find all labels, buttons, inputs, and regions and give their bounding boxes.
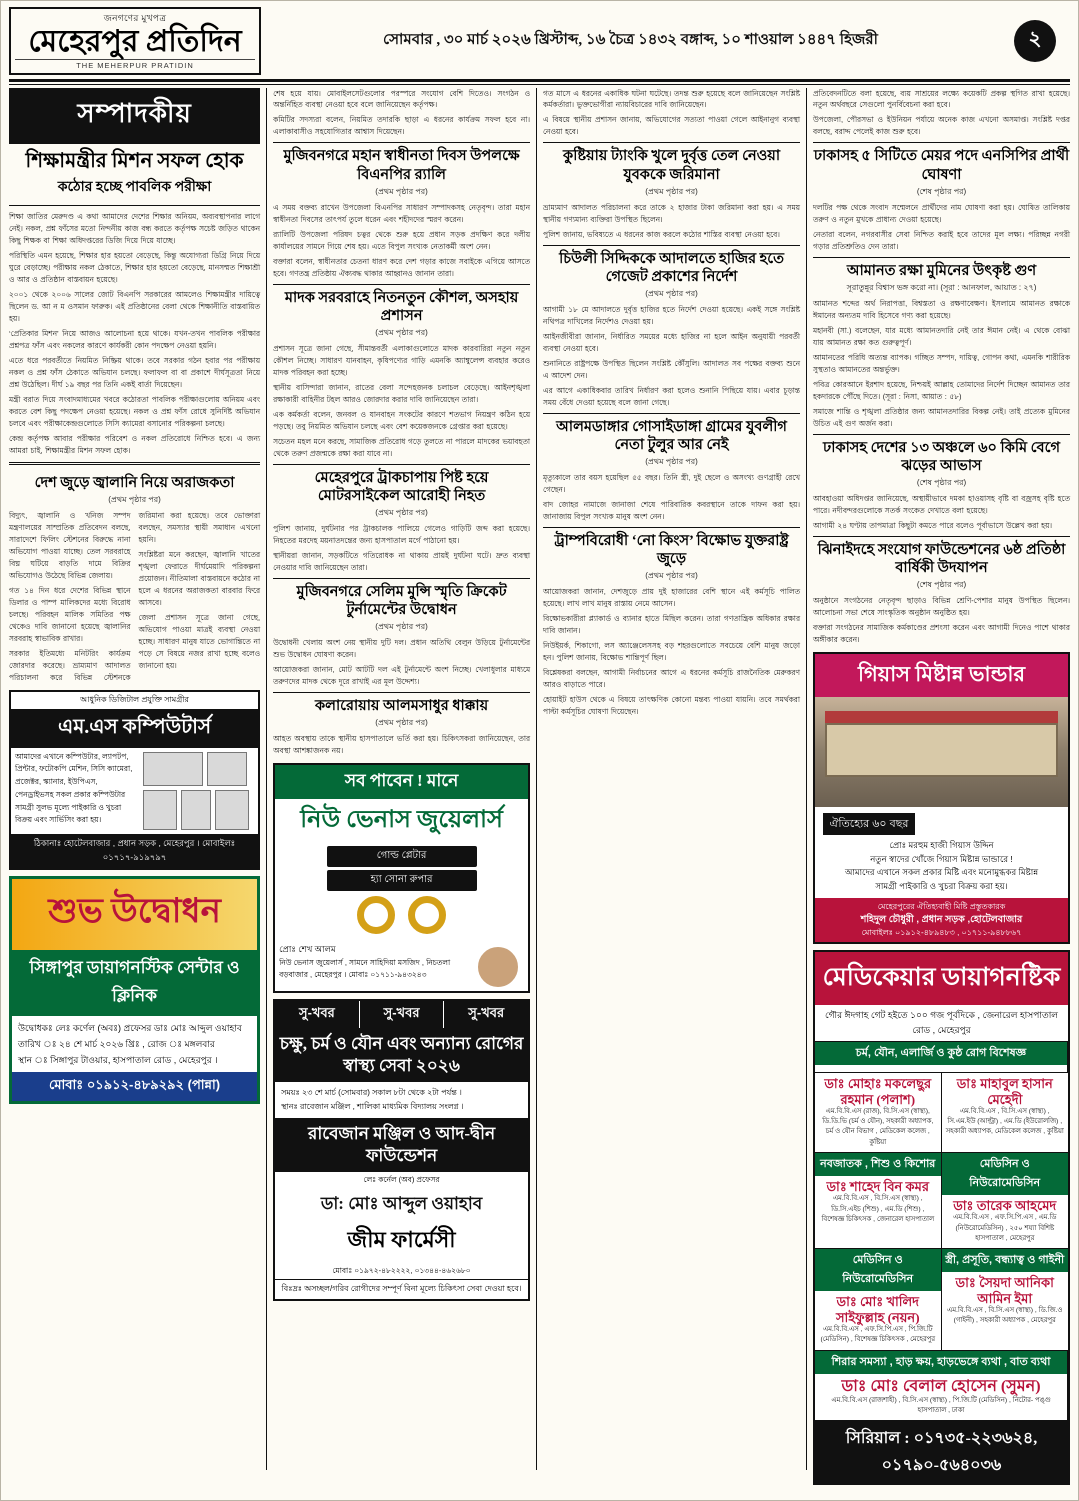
dept-category: স্ত্রী, প্রসূতি, বন্ধ্যাত্ব ও গাইনী <box>942 1249 1068 1272</box>
awning-graphic <box>825 711 1058 723</box>
ad-label-news-mid: সু-খবর <box>360 1001 445 1028</box>
printer-icon <box>207 752 247 786</box>
paragraph: মৃত্যুকালে তার বয়স হয়েছিল ৫৫ বছর। তিনি স্ত্রী, দুই ছেলে ও অসংখ্য গুণগ্রাহী রেখে গেছেন। <box>543 473 801 494</box>
column-rule <box>806 88 807 1470</box>
ad-tag-gold-silver: হ্যা সোনা রুপার <box>327 870 477 891</box>
paragraph: ২০০১ থেকে ২০০৬ সালের জোট বিএনপি সরকারের আমলেও শিক্ষামন্ত্রীর দায়িত্বে ছিলেন ড. আ ন ম ওসমান ফারুক। এই প্রতিষ্ঠানের বেলা থেকে শিক্ষানীতি বাস্তবায়িত হয়। <box>9 289 261 323</box>
paragraph: বক্তারা বলেন, স্বাধীনতার চেতনা ধারণ করে দেশ গড়ার কাজে সবাইকে এগিয়ে আসতে হবে। গণতন্ত্র প্রতিষ্ঠায় ঐক্যবদ্ধ থাকার আহ্বানও জানান তারা। <box>273 256 531 278</box>
ad-lines <box>815 839 1068 897</box>
paragraph: বিক্ষোভকারীরা প্ল্যাকার্ড ও ব্যানার হাতে মিছিল করেন। তারা গণতান্ত্রিক অধিকার রক্ষার দাবি জানান। <box>543 614 801 636</box>
article-body <box>813 202 1070 253</box>
logo-icon: ২ <box>1014 20 1056 62</box>
paragraph: আমানতের পরিধি অত্যন্ত ব্যাপক। গচ্ছিত সম্পদ, দায়িত্ব, গোপন কথা, এমনকি শারীরিক সুস্থতাও আমানতের অন্তর্ভুক্ত। <box>813 352 1070 374</box>
article-headline: দেশ জুড়ে জ্বালানি নিয়ে অরাজকতা <box>34 474 235 491</box>
masthead-title: মেহেরপুর প্রতিদিন <box>28 25 242 58</box>
paragraph: পরিস্থিতি এমন হয়েছে, শিক্ষার হার হয়তো বেড়েছে, কিন্তু অযোগ্যরা ডিগ্রি নিয়ে দিয়ে ঘুরে বেড়াচ্ছে। পরীক্ষায় নকল ঠেকাতে, শিক্ষার হার হয়তো বেড়েছে, মানসম্মত শিক্ষাশ্রী ও আর ও প্রতিষ্ঠান বাস্তবায়ন হয়েছে। <box>9 250 261 284</box>
ad-pharmacy-contact: মোবাঃ ০১৯৭২-৪৮২২২২, ০১৩৪৪-৪৬২৬৮০ <box>332 1265 471 1275</box>
paragraph: শিক্ষা জাতির মেরুদণ্ড এ কথা আমাদের দেশের শিক্ষার অনিয়ম, অব্যবস্থাপনার লাগে নেই। নকল, প্রশ্ন ফাঁসের মতো নিন্দনীয় কাজ বন্ধ করতে কর্তৃপক্ষ সচেষ্ট জড়িত থাকেন কিছু শিক্ষক বা শিক্ষা অধিদপ্তরের ডিজি দিয়ে দিয়ে যাচ্ছে। <box>9 212 261 245</box>
article-body <box>273 343 530 460</box>
paragraph: হোয়াইট হাউস থেকে এ বিষয়ে তাৎক্ষণিক কোনো মন্তব্য পাওয়া যায়নি। তবে সমর্থকরা পাল্টা কর্মসূচির ঘোষণা দিয়েছেন। <box>543 695 801 717</box>
ad-label-news-left: সু-খবর <box>275 1001 360 1028</box>
masthead-logo <box>1000 7 1070 75</box>
paragraph: আয়োজকরা জানান, দেশজুড়ে প্রায় দুই হাজারের বেশি স্থানে এই কর্মসূচি পালিত হয়েছে। লাখ লাখ মানুষ রাস্তায় নেমে আসেন। <box>543 587 801 609</box>
article-continued-note: (প্রথম পৃষ্ঠার পর) <box>645 571 698 581</box>
paragraph: শেষ হয়ে যায়। মোবাইলসেটগুলোর পরস্পরে সংযোগ বেশি দিতেও। সংগঠন ও অন্তর্নিহিত ব্যবস্থা নেওয়া হবে বলে জানিয়েছেন কর্তৃপক্ষ। <box>273 88 531 110</box>
paragraph: গত ১৪ দিন ধরে দেশের বিভিন্ন স্থানে ডিলার ও পাম্প মালিকদের মধ্যে বিরোধ চলছে। পরিবহন মালিক সমিতির পক্ষ থেকেও দাবি জানানো হয়েছে জ্বালানির সরবরাহ স্বাভাবিক রাখার। <box>9 585 131 643</box>
ad-title: মেডিকেয়ার ডায়াগনষ্টিক <box>815 952 1068 1005</box>
dept-category: মেডিসিন ও নিউরোমেডিসিন <box>815 1249 940 1291</box>
ad-headline: শুভ উদ্বোধন <box>12 879 257 950</box>
paragraph: এক কর্মকর্তা বলেন, জনবল ও যানবাহন সংকটের কারণে শতভাগ নিয়ন্ত্রণ কঠিন হয়ে পড়ছে। তবু নিয়মিত অভিযান চলছে এবং বেশ কয়েকজনকে গ্রেপ্তার করা হয়েছে। <box>273 409 531 431</box>
ad-heritage-badge: ঐতিহ্যের ৬০ বছর <box>823 813 915 835</box>
ad-kicker: আধুনিক ডিজিটাল প্রযুক্তি সামগ্রীর <box>80 694 189 704</box>
article-headline: ট্রাম্পবিরোধী ‘নো কিংস’ বিক্ষোভ যুক্তরাষ্ট্র জুড়ে <box>543 527 800 570</box>
dept-category: চর্ম, যৌন, এলার্জি ও কুষ্ঠ রোগ বিশেষজ্ঞ <box>815 1042 1067 1065</box>
ad-owner-address: নিউ ভেনাস জুয়েলার্স , সামনে সাহিদিয়া মসজিদ , নিচতলা বড়বাজার , মেহেরপুর । মোবাঃ ০১৭১১-৯৪৩২৪৩ <box>279 957 451 979</box>
editorial-body <box>9 211 260 457</box>
article-continued-note: (শেষ পৃষ্ঠার পর) <box>916 477 967 487</box>
divider <box>9 462 260 465</box>
ad-doctor-label: লেঃ কর্নেল (অব) প্রফেসর <box>363 1174 440 1184</box>
masthead-nameplate <box>9 7 261 75</box>
paragraph: স্থানীয় বাসিন্দারা জানান, রাতের বেলা সন্দেহজনক চলাচল বেড়েছে। আইনশৃঙ্খলা রক্ষাকারী বাহিনীর টহল আরও জোরদার করার দাবি জানিয়েছেন তারা। <box>273 382 531 404</box>
doctor-degrees: এম.বি.বি.এস (রাজ), বি.সি.এস (স্বাস্থ্য), ডি.ডি.ভি (চর্ম ও যৌন), সহকারী অধ্যাপক, চর্ম ও যৌন বিভাগ , মেডিকেল কলেজ , কুষ্টিয়া <box>822 1108 934 1146</box>
masthead-rule-thin <box>9 84 1070 85</box>
article-body <box>273 733 530 757</box>
article-body <box>813 298 1070 430</box>
article-headline: মেহেরপুরে ট্রাকচাপায় পিষ্ট হয়ে মোটরসাইকেল আরোহী নিহত <box>273 464 530 507</box>
ad-camp-time: সময়ঃ ২৩ শে মার্চ (সোমবার) সকাল ৮টা থেকে ২টা পর্যন্ত । <box>281 1088 462 1098</box>
page-columns <box>1 88 1078 1478</box>
article-body <box>543 586 800 718</box>
article-continued-note: (প্রথম পৃষ্ঠার পর) <box>375 186 428 196</box>
ad-text: আমাদের এখানে কম্পিউটার, ল্যাপটপ, প্রিন্টার, ফটোকপি মেশিন, সিসি ক্যামেরা, প্রজেক্টর, স্ক্যানার, ইউপিএস, পেনড্রাইভসহ সকল প্রকার কম্পিউটার সামগ্রী সুলভ মূল্যে পাইকারি ও খুচরা বিক্রয় এবং সার্ভিসিং করা হয়। <box>15 751 133 825</box>
paragraph: উপজেলা, পৌরসভা ও ইউনিয়ন পর্যায়ে অনেক কাজ এখনো অসমাপ্ত। সংশ্লিষ্ট দপ্তর বলছে, বরাদ্দ পেলেই কাজ শুরু হবে। <box>813 115 1070 137</box>
ad-body <box>11 748 258 834</box>
paragraph: অনুষ্ঠানে সংগঠনের নেতৃবৃন্দ ছাড়াও বিভিন্ন শ্রেণি-পেশার মানুষ উপস্থিত ছিলেন। আলোচনা সভা শেষে সাংস্কৃতিক অনুষ্ঠান অনুষ্ঠিত হয়। <box>813 596 1070 618</box>
paragraph: মহানবী (সা.) বলেছেন, যার মধ্যে আমানতদারি নেই তার ঈমান নেই। এ থেকে বোঝা যায় আমানত রক্ষা কত গুরুত্বপূর্ণ। <box>813 325 1070 347</box>
avatar <box>476 945 520 989</box>
editorial-subhead: কঠোর হচ্ছে পাবলিক পরীক্ষা <box>57 179 212 195</box>
article-continued-note: সূরাতুন্নূর বিশ্বাস ভঙ্গ করো না। (সূরা : আনফাল, আয়াত : ২৭) <box>846 282 1037 292</box>
ad-details <box>12 1016 257 1073</box>
ad-serial-phone: সিরিয়াল : ০১৭৩৫-২২৩৬২৪, ০১৭৯০-৫৬৪০৩৬ <box>815 1421 1068 1483</box>
ad-free-service-note: বিঃদ্রঃ অসচ্ছল/গরিব রোগীদের সম্পূর্ণ বিনা মূল্যে চিকিৎসা সেবা দেওয়া হবে। <box>275 1279 528 1299</box>
paragraph: পুলিশ জানায়, দুর্ঘটনার পর ট্রাকচালক পালিয়ে গেলেও গাড়িটি জব্দ করা হয়েছে। নিহতের মরদেহ ময়নাতদন্তের জন্য হাসপাতাল মর্গে পাঠানো হয়। <box>273 523 531 545</box>
ad-owner-name: প্রোঃ শেখ আলম <box>279 944 336 955</box>
doctor-degrees: এম.বি.বি.এস , বি.সি.এস (স্বাস্থ্য) , ডি.জি.ও (গাইনী) , সহকারী অধ্যাপক , মেহেরপুর <box>947 1307 1063 1325</box>
masthead <box>1 1 1078 77</box>
article-body <box>543 472 800 523</box>
masthead-rule <box>9 79 1070 82</box>
column-2 <box>273 88 530 1470</box>
gold-ring-icon <box>408 896 446 934</box>
article-headline: ঢাকাসহ ৫ সিটিতে মেয়র পদে এনসিপির প্রার্থী ঘোষণা <box>813 142 1070 185</box>
column-rule <box>266 88 267 1470</box>
editorial-banner: সম্পাদকীয় <box>9 88 260 144</box>
paragraph: ‘প্রেতিকার মিশন’ নিয়ে আজও আলোচনা হয়ে থাকে। যখন-তখন পাবলিক পরীক্ষার প্রশ্নপত্র ফাঁস এবং নকলের কারণে কার্যকরী কোন পদক্ষেপ নেওয়া হয়নি। <box>9 328 261 350</box>
paragraph: জেলা প্রশাসন সূত্রে জানা গেছে, অভিযোগ পাওয়া মাত্রই ব্যবস্থা নেওয়া হচ্ছে। সাধারণ মানুষ যাতে ভোগান্তিতে না পড়ে সে বিষয়ে নজর রাখা হচ্ছে বলেও জানানো হয়। <box>138 612 261 670</box>
paragraph: নিউইয়র্ক, শিকাগো, লস অ্যাঞ্জেলেসসহ বড় শহরগুলোতে সবচেয়ে বেশি মানুষ জড়ো হন। পুলিশ জানায়, বিক্ষোভ শান্তিপূর্ণ ছিল। <box>543 641 801 663</box>
ad-strip-phone: মোবাইলঃ ০১৯১২-৪৮৯৪৮৩ , ০১৭১১-৯৪৮৮৬৭ <box>861 927 1022 937</box>
paragraph: এ সময় বক্তব্য রাখেন উপজেলা বিএনপির সাধারণ সম্পাদকসহ নেতৃবৃন্দ। তারা মহান স্বাধীনতা দিবসের তাৎপর্য তুলে ধরেন এবং শহীদদের স্মরণ করেন। <box>273 202 531 224</box>
paragraph: বাদ জোহর নামাজে জানাজা শেষে পারিবারিক কবরস্থানে তাকে দাফন করা হয়। জানাজায় বিপুল সংখ্যক মানুষ অংশ নেন। <box>543 499 801 521</box>
paragraph: ভ্রাম্যমাণ আদালত পরিচালনা করে তাকে ২ হাজার টাকা জরিমানা করা হয়। এ সময় স্থানীয় গণ্যমান্য ব্যক্তিরা উপস্থিত ছিলেন। <box>543 202 801 224</box>
ad-camp-details <box>275 1082 528 1117</box>
paragraph: বিদ্যুৎ, জ্বালানি ও খনিজ সম্পদ মন্ত্রণালয়ের সাম্প্রতিক প্রতিবেদন বলছে, সারাদেশে ফিলিং স্টেশনের বিরুদ্ধে নানা অভিযোগ পাওয়া যাচ্ছে। তেল সরবরাহে বিঘ্ন ঘটিয়ে বাড়তি দামে বিক্রির অভিযোগও উঠেছে বিভিন্ন জেলায়। <box>9 510 131 580</box>
doctor-cell <box>942 1073 1068 1153</box>
ad-tag-gold-plate: গোল্ড প্লেটার <box>327 846 477 867</box>
ad-kicker: সব পাবেন ! মানে <box>275 765 528 799</box>
ad-owner-block <box>275 941 528 991</box>
paragraph: র‌্যালিটি উপজেলা পরিষদ চত্বর থেকে শুরু হয়ে প্রধান সড়ক প্রদক্ষিণ করে দলীয় কার্যালয়ের সামনে গিয়ে শেষ হয়। এতে বিপুল সংখ্যক নেতাকর্মী অংশ নেন। <box>273 229 531 251</box>
ad-organizer: রাবেজান মঞ্জিল ও আদ-দ্বীন ফাউন্ডেশন <box>275 1118 528 1172</box>
paragraph: সচেতন মহল মনে করছে, সামাজিক প্রতিরোধ গড়ে তুলতে না পারলে মাদকের ভয়াবহতা থেকে তরুণ প্রজন্মকে রক্ষা করা যাবে না। <box>273 436 531 458</box>
doctor-grid <box>815 1073 1068 1421</box>
paragraph: এ বিষয়ে স্থানীয় প্রশাসন জানায়, অভিযোগের সত্যতা পাওয়া গেলে আইনানুগ ব্যবস্থা নেওয়া হবে। <box>543 115 801 137</box>
ad-desc-1: আমাদের এখানে সকল প্রকার মিষ্টি এবং মনোমুগ্ধকর মিষ্টান্ন <box>844 867 1039 878</box>
ad-headstrip <box>275 1001 528 1028</box>
ad-address: গৌর ঈদগাহ গেট হইতে ১০০ গজ পূর্বদিকে , জেনারেল হাসপাতাল রোড , মেহেরপুর <box>815 1005 1068 1042</box>
ad-health-camp[interactable] <box>273 999 530 1301</box>
doctor-degrees: এম.বি.বি.এস , এফ.সি.পি.এস , এম.ডি (নিউরোমেডিসিন) , ২৫০ শয্যা বিশিষ্ট হাসপাতাল , মেহেরপুর <box>953 1214 1057 1242</box>
paragraph: সংশ্লিষ্টরা মনে করছেন, জ্বালানি খাতের শৃঙ্খলা ফেরাতে দীর্ঘমেয়াদি পরিকল্পনা প্রয়োজন। নীতিমালা বাস্তবায়নে কঠোর না হলে এ ধরনের অরাজকতা বারবার ফিরে আসবে। <box>138 549 261 607</box>
article-continued-note: (প্রথম পৃষ্ঠার পর) <box>645 457 698 467</box>
doctor-name: ডাঃ সৈয়দা আনিকা আমিন ইমা <box>955 1275 1054 1306</box>
dept-category: শিরার সমস্যা , হাড় ক্ষয়, হাড়ভেঙ্গে ব্যথা , বাত ব্যথা <box>815 1351 1067 1374</box>
ad-proprietor: প্রোঃ মরহুম হাজী গিয়াস উদ্দিন <box>889 840 994 851</box>
article-continued-note: (প্রথম পৃষ্ঠার পর) <box>108 494 161 504</box>
article-continued-note: (শেষ পৃষ্ঠার পর) <box>916 580 967 590</box>
ad-gias-sweets[interactable] <box>813 652 1070 944</box>
paragraph: আমানত শব্দের অর্থ নিরাপত্তা, বিশ্বস্ততা ও রক্ষণাবেক্ষণ। ইসলামে আমানত রক্ষাকে ঈমানের অন্যতম দাবি হিসেবে গণ্য করা হয়েছে। <box>813 298 1070 320</box>
monitor-icon <box>143 790 177 830</box>
divider <box>9 205 260 206</box>
article-headline: আমানত রক্ষা মুমিনের উৎকৃষ্ট গুণ <box>813 257 1070 282</box>
doctor-cell <box>815 1153 941 1249</box>
paragraph: আগামী ১৮ মে আদালতে দুর্বৃত্ত হাজির হতে নির্দেশ দেওয়া হয়েছে। একই সঙ্গে সংশ্লিষ্ট নথিপত্র দাখিলের নির্দেশও দেওয়া হয়। <box>543 304 801 326</box>
ad-pharmacy-name: জীম ফার্মেসী <box>347 1226 456 1252</box>
ad-inauguration[interactable] <box>9 876 260 1105</box>
article-body <box>543 202 800 241</box>
ad-footer: ঠিকানাঃ হোটেলবাজার , প্রধান সড়ক , মেহেরপুর । মোবাইলঃ ০১৭১৭-৯১৯৭৯৭ <box>11 834 258 868</box>
doctor-degrees: এম.বি.বি.এস , বি.সি.এস (স্বাস্থ্য) , ডি.সি.এইচ (শিশু) , এম.ডি (শিশু) , বিশেষজ্ঞ চিকিৎসক , জেনারেল হাসপাতাল <box>821 1195 935 1223</box>
column-4 <box>813 88 1070 1475</box>
article-continued-note: (প্রথম পৃষ্ঠার পর) <box>375 718 428 728</box>
camera-icon <box>215 790 249 830</box>
paragraph: দলটির পক্ষ থেকে সংবাদ সম্মেলনে প্রার্থীদের নাম ঘোষণা করা হয়। ঘোষিত তালিকায় তরুণ ও নতুন মুখকে প্রাধান্য দেওয়া হয়েছে। <box>813 202 1070 224</box>
paragraph: আবহাওয়া অধিদপ্তর জানিয়েছে, অস্থায়ীভাবে দমকা হাওয়াসহ বৃষ্টি বা বজ্রসহ বৃষ্টি হতে পারে। নদীবন্দরগুলোকে সতর্ক সংকেত দেখাতে বলা হয়েছে। <box>813 493 1070 515</box>
article-body <box>9 510 260 684</box>
ad-line-date: তারিখ ঃ ২৪ শে মার্চ ২০২৬ খ্রিঃ , রোজ ঃ মঙ্গলবার <box>18 1038 215 1049</box>
ad-title: নিউ ভেনাস জুয়েলার্স <box>300 807 503 834</box>
article-continued-note: (শেষ পৃষ্ঠার পর) <box>916 186 967 196</box>
paragraph: পবিত্র কোরআনে ইরশাদ হয়েছে, নিশ্চয়ই আল্লাহ তোমাদের নির্দেশ দিচ্ছেন আমানত তার হকদারকে পৌঁছে দিতে। (সূরা : নিসা, আয়াত : ৫৮) <box>813 379 1070 401</box>
ad-contact-strip <box>815 898 1068 942</box>
ad-line-inaugurator: উদ্বোধকঃ লেঃ কর্ণেল (অবঃ) প্রফেসর ডাঃ মোঃ আব্দুল ওয়াহাব <box>18 1022 242 1033</box>
ad-medicare-diagnostic[interactable] <box>813 950 1070 1485</box>
paragraph: আইনজীবীরা জানান, নির্ধারিত সময়ের মধ্যে হাজির না হলে আইন অনুযায়ী পরবর্তী ব্যবস্থা নেওয়া হবে। <box>543 331 801 353</box>
article-continued-note: (প্রথম পৃষ্ঠার পর) <box>375 622 428 632</box>
doctor-name: ডাঃ শাহেদ বিন কমর <box>826 1178 930 1194</box>
ad-clinic-name: সিঙ্গাপুর ডায়াগনস্টিক সেন্টার ও ক্লিনিক <box>12 950 257 1016</box>
paragraph: আগামী ২৪ ঘণ্টায় তাপমাত্রা কিছুটা কমতে পারে বলেও পূর্বাভাসে উল্লেখ করা হয়। <box>813 520 1053 530</box>
doctor-degrees: এম.বি.বি.এস (রাজশাহী) , বি.সি.এস (স্বাস্থ্য) , পি.জি.টি (মেডিসিন) , নিটোর- পঙ্গু হাসপাতাল , ঢাকা <box>831 1396 1051 1414</box>
ad-title: গিয়াস মিষ্টান্ন ভান্ডার <box>815 654 1068 697</box>
ad-jewellery-graphic <box>275 894 528 941</box>
article-headline: কলারোয়ায় আলমসাধুর ধাক্কায় <box>273 692 530 717</box>
article-continued-note: (প্রথম পৃষ্ঠার পর) <box>375 507 428 517</box>
article-body <box>273 202 530 280</box>
article-headline: মুজিবনগরে সেলিম মুন্সি স্মৃতি ক্রিকেট টুর্নামেন্টের উদ্বোধন <box>273 578 530 621</box>
ad-doctor-name: ডা: মোঃ আব্দুল ওয়াহাব <box>275 1188 528 1220</box>
ad-mobile: মোবাঃ ০১৯১২-৪৮৯২৯২ (পান্না) <box>12 1072 257 1101</box>
dept-category: মেডিসিন ও নিউরোমেডিসিন <box>942 1153 1068 1195</box>
doctor-cell <box>815 1249 941 1351</box>
masthead-kicker: জনগণের মুখপত্র <box>103 13 167 23</box>
article-body <box>273 523 530 574</box>
ad-line-venue: স্থান ঃ সিঙ্গাপুর টাওয়ার, হাসপাতাল রোড , মেহেরপুর । <box>18 1054 218 1065</box>
article-body <box>273 637 530 688</box>
column-rule <box>536 88 537 1470</box>
doctor-degrees: এম.বি.বি.এস , এফ.সি.পি.এস , পি.জি.টি (মেডিসিন) , বিশেষজ্ঞ চিকিৎসক , মেহেরপুর <box>820 1326 936 1344</box>
paragraph: প্রশাসন সূত্রে জানা গেছে, সীমান্তবর্তী এলাকাগুলোতে মাদক কারবারিরা নতুন নতুন কৌশল নিচ্ছে। সাধারণ যানবাহন, কৃষিপণ্যের গাড়ি এমনকি অ্যাম্বুলেন্স ব্যবহার করেও মাদক পরিবহন করা হচ্ছে। <box>273 343 531 377</box>
column-3 <box>543 88 800 1470</box>
ad-title: এম.এস কম্পিউটার্স <box>11 709 258 748</box>
doctor-cell <box>815 1073 941 1153</box>
ad-images <box>139 748 258 834</box>
paragraph: কেন্দ্র কর্তৃপক্ষ আবার পরীক্ষার পরিবেশ ও নকল প্রতিরোধে নিশ্চিত হবে। এ জন্য আমরা চাই, শিক্ষামন্ত্রীর মিশন সফল হোক। <box>9 433 261 455</box>
article-headline: কুষ্টিয়ায় ট্যাংকি খুলে দুর্বৃত্ত তেল নেওয়া যুবককে জরিমানা <box>543 142 800 185</box>
ad-shop-photo <box>815 697 1068 807</box>
paragraph: নেতারা বলেন, নগরবাসীর সেবা নিশ্চিত করাই হবে তাদের মূল লক্ষ্য। পরিচ্ছন্ন নগরী গড়ার প্রতিশ্রুতিও দেন তারা। <box>813 229 1070 251</box>
doctor-cell <box>942 1153 1068 1249</box>
storefront-graphic <box>825 723 1058 777</box>
article-continued-note: (প্রথম পৃষ্ঠার পর) <box>645 288 698 298</box>
dept-category: নবজাতক , শিশু ও কিশোর <box>815 1153 940 1176</box>
doctor-name: ডাঃ মোঃ বেলাল হোসেন (সুমন) <box>841 1377 1041 1395</box>
paragraph: প্রতিবেদনটিতে বলা হয়েছে, ব্যয় সাশ্রয়ের লক্ষ্যে কয়েকটি প্রকল্প স্থগিত রাখা হয়েছে। নতুন অর্থবছরে সেগুলো পুনর্বিবেচনা করা হবে। <box>813 88 1070 110</box>
paragraph: উদ্বোধনী খেলায় অংশ নেয় স্থানীয় দুটি দল। প্রধান অতিথি বেলুন উড়িয়ে টুর্নামেন্টের শুভ উদ্বোধন ঘোষণা করেন। <box>273 638 531 660</box>
article-headline: আলমডাঙ্গার গোসাইডাঙ্গা গ্রামের যুবলীগ নেতা টুলুর আর নেই <box>543 413 800 456</box>
paragraph: সমাজে শান্তি ও শৃঙ্খলা প্রতিষ্ঠার জন্য আমানতদারির বিকল্প নেই। তাই প্রত্যেক মুমিনের উচিত এই গুণ অর্জন করা। <box>813 406 1070 428</box>
doctor-name: ডাঃ মোঃ খালিদ সাইফুল্লাহ (নয়ন) <box>835 1294 920 1325</box>
ad-desc-2: সামগ্রী পাইকারি ও খুচরা বিক্রয় করা হয়। <box>875 881 1008 892</box>
paragraph: এতে ধরে পরবর্তীতে নিয়মিত নিষ্ক্রিয় থাকে। তবে সরকার গঠন হবার পর পরীক্ষায় নকল ও প্রশ্ন ফাঁস ঠেকাতে অভিযান চলছে। ফলাফল বা বা প্রকাশে দীর্ঘসূত্রতা নিয়ে প্রশ্ন উঠেছিল। দীর্ঘ ১৯ বছর পর তিনি একই বার্তা দিয়েছেন। <box>9 355 261 389</box>
paragraph: পুলিশ জানায়, ভবিষ্যতে এ ধরনের কাজ করলে কঠোর শাস্তির ব্যবস্থা নেওয়া হবে। <box>543 229 780 239</box>
paragraph: মন্ত্রী বরাত দিয়ে সংবাদমাধ্যমের খবরে কঠোরতা পাবলিক পরীক্ষাগুলোয় অনিয়ম এবং করতে বেশ কিছু পদক্ষেপ নেওয়া হয়েছে। নকল ও প্রশ্ন ফাঁস রোধে সুনির্দিষ্ট অভিযান চলবে এবং পরীক্ষাকেন্দ্রগুলোতে সিসি ক্যামেরা বসানোর পরিকল্পনা চলছে। <box>9 394 261 428</box>
article-body <box>543 304 800 409</box>
ad-new-venus-jewellers[interactable] <box>273 763 530 993</box>
ad-tagline: নতুন স্বাদের খোঁজে গিয়াস মিষ্টান্ন ভান্ডারে ! <box>870 853 1013 864</box>
article-jump-body <box>273 88 530 139</box>
ad-ms-computers[interactable] <box>9 690 260 870</box>
ad-strip-kicker: মেহেরপুরের ঐতিহ্যবাহী মিষ্টি প্রস্তুতকারক <box>877 901 1006 911</box>
paragraph: গত মাসে এ ধরনের একাধিক ঘটনা ঘটেছে। তদন্ত শুরু হয়েছে বলে জানিয়েছেন সংশ্লিষ্ট কর্মকর্তারা। ভুক্তভোগীরা ন্যায়বিচারের দাবি জানিয়েছেন। <box>543 88 801 110</box>
masthead-date: সোমবার , ৩০ মার্চ ২০২৬ খ্রিস্টাব্দ, ১৬ চৈত্র ১৪৩২ বঙ্গাব্দ, ১০ শাওয়াল ১৪৪৭ হিজরী <box>383 32 878 49</box>
masthead-date-area <box>261 7 1000 75</box>
paragraph: বিশ্লেষকরা বলছেন, আগামী নির্বাচনের আগে এ ধরনের কর্মসূচি রাজনৈতিক মেরুকরণ আরও বাড়াতে পারে। <box>543 668 801 690</box>
paragraph: কমিটির সদস্যরা বলেন, নিয়মিত তদারকি ছাড়া এ ধরনের কার্যক্রম সফল হবে না। এলাকাবাসীও সহযোগিতার আশ্বাস দিয়েছেন। <box>273 115 531 137</box>
ad-strip-name: শহিদুল চৌধুরী , প্রধান সড়ক ,হোটেলবাজার <box>860 913 1023 925</box>
doctor-name: ডাঃ মোহাঃ মকলেছুর রহমান (পলাশ) <box>824 1075 932 1107</box>
paragraph: এর আগে একাধিকবার তারিখ নির্ধারণ করা হলেও শুনানি পিছিয়ে যায়। এবার চূড়ান্ত সময় বেঁধে দেওয়া হয়েছে বলে জানা গেছে। <box>543 385 801 407</box>
gold-ring-icon <box>357 896 395 934</box>
column-1 <box>9 88 260 1470</box>
editorial-headline: শিক্ষামন্ত্রীর মিশন সফল হোক <box>25 149 244 172</box>
article-headline: মুজিবনগরে মহান স্বাধীনতা দিবস উপলক্ষে বিএনপির র‌্যালি <box>273 142 530 185</box>
doctor-name: ডাঃ মাহাবুল হাসান মেহেদী <box>956 1075 1053 1107</box>
dept-cell <box>815 1042 1068 1073</box>
article-headline: ঢাকাসহ দেশের ১৩ অঞ্চলে ৬০ কিমি বেগে ঝড়ের আভাস <box>813 434 1070 477</box>
article-headline: চিউলী সিদ্দিককে আদালতে হাজির হতে গেজেট প্রকাশের নির্দেশ <box>543 245 800 288</box>
ad-label-news-right: সু-খবর <box>444 1001 528 1028</box>
article-continued-note: (প্রথম পৃষ্ঠার পর) <box>375 327 428 337</box>
paragraph: বক্তারা সংগঠনের সামাজিক কর্মকাণ্ডের প্রশংসা করেন এবং আগামী দিনেও পাশে থাকার অঙ্গীকার করেন। <box>813 623 1070 644</box>
masthead-subtitle: THE MEHERPUR PRATIDIN <box>15 59 255 70</box>
doctor-name: ডাঃ তারেক আহমেদ <box>953 1197 1057 1213</box>
paragraph: আয়োজকরা জানান, মোট আটটি দল এই টুর্নামেন্টে অংশ নিচ্ছে। খেলাধুলার মাধ্যমে তরুণদের মাদক থেকে দূরে রাখাই এর মূল উদ্দেশ্য। <box>273 665 531 687</box>
paragraph: সরকার ইতিমধ্যে মনিটরিং কার্যক্রম জোরদার করেছে। ভ্রাম্যমাণ আদালত পরিচালনা করে বিভিন্ন স্টেশনকে জরিমানা করা হয়েছে। তবে ভোক্তারা বলছেন, সমস্যার স্থায়ী সমাধান এখনো হয়নি। <box>9 510 261 682</box>
article-jump-body <box>813 88 1070 139</box>
paragraph: স্থানীয়রা জানান, সড়কটিতে গতিরোধক না থাকায় প্রায়ই দুর্ঘটনা ঘটে। দ্রুত ব্যবস্থা নেওয়ার দাবি জানিয়েছেন তারা। <box>273 550 531 572</box>
paragraph: শুনানিতে রাষ্ট্রপক্ষে উপস্থিত ছিলেন সংশ্লিষ্ট কৌঁসুলি। আদালত সব পক্ষের বক্তব্য শুনে এ আদেশ দেন। <box>543 358 801 380</box>
article-body <box>813 595 1070 646</box>
paragraph: আহত অবস্থায় তাকে স্থানীয় হাসপাতালে ভর্তি করা হয়। চিকিৎসকরা জানিয়েছেন, তার অবস্থা আশঙ্কাজনক নয়। <box>273 734 531 756</box>
ad-camp-title: চক্ষু, চর্ম ও যৌন এবং অন্যান্য রোগের স্বাস্থ্য সেবা ২০২৬ <box>275 1028 528 1082</box>
pc-tower-icon <box>181 790 211 830</box>
article-jump-body <box>543 88 800 139</box>
doctor-degrees: এম.বি.বি.এস , বি.সি.এস (স্বাস্থ্য) , সি.এম.ইউ (আল্ট্রা) , এম.ডি (ইউরোলজি) , সহকারী অধ্যাপক, মেডিকেল কলেজ , কুষ্টিয়া <box>945 1108 1064 1136</box>
article-continued-note: (প্রথম পৃষ্ঠার পর) <box>645 186 698 196</box>
doctor-cell <box>815 1351 1068 1422</box>
article-headline: ঝিনাইদহে সংযোগ ফাউন্ডেশনের ৬ষ্ঠ প্রতিষ্ঠা বার্ষিকী উদযাপন <box>813 536 1070 579</box>
doctor-cell <box>942 1249 1068 1351</box>
article-body <box>813 493 1070 532</box>
laptop-icon <box>143 752 203 786</box>
ad-camp-venue: স্থানঃ রাবেজান মঞ্জিল , শালিকা মাধ্যমিক বিদ্যালয় সংলগ্ন । <box>281 1101 464 1111</box>
article-headline: মাদক সরবরাহে নিতনতুন কৌশল, অসহায় প্রশাসন <box>273 284 530 327</box>
